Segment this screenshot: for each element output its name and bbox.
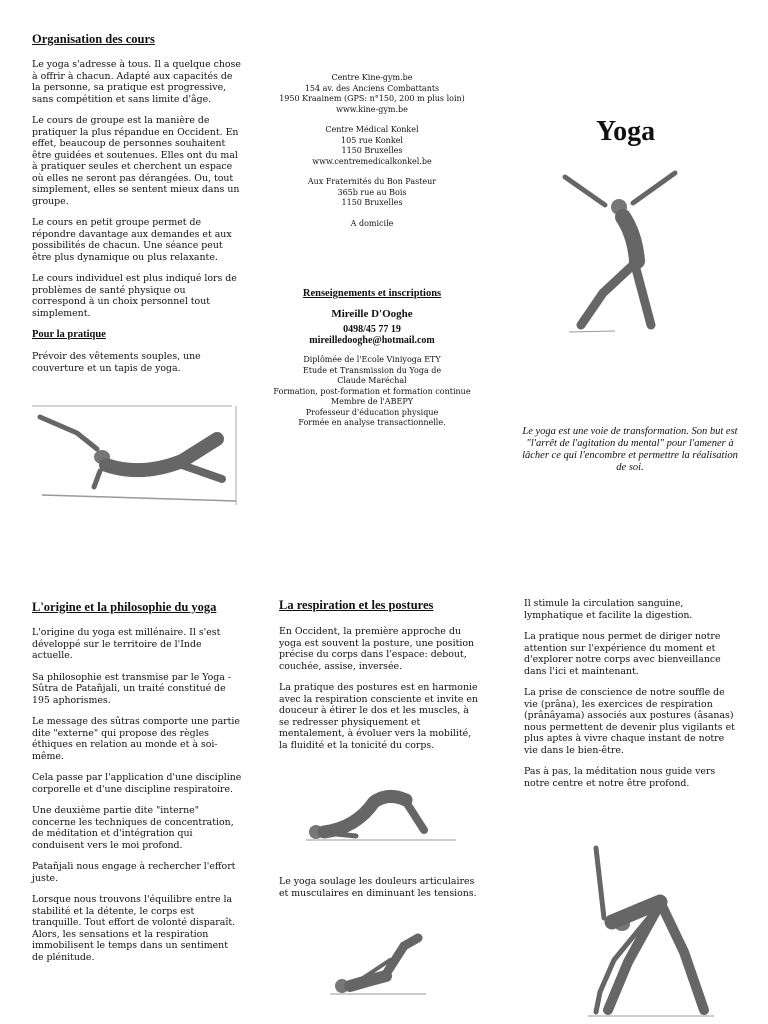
yoga-quote: Le yoga est une voie de transformation. Son but est "l'arrêt de l'agitation du mental" pour l'amener à lâcher ce qui l'encombre et permettre la réalisation de soi.: [522, 426, 738, 473]
breathing-panel: [279, 598, 479, 761]
location-line: 105 rue Konkel: [341, 135, 403, 145]
paragraph: Cela passe par l'application d'une discipline corporelle et d'une discipline respiratoire.: [32, 772, 242, 795]
paragraph: La pratique des postures est en harmonie avec la respiration consciente et invite en douceur à étirer le dos et les muscles, à se redresser physiquement et mentalement, à évoluer vers la mobilité, la fluidité et la tonicité du corps.: [279, 682, 478, 751]
contact-block: [272, 288, 472, 429]
location-line: Centre Médical Konkel: [325, 125, 419, 134]
locust-pose-illustration: [32, 405, 238, 505]
contact-email[interactable]: mireilledooghe@hotmail.com: [309, 335, 435, 346]
location-line: Centre Kine-gym.be: [331, 73, 413, 82]
section-title-organisation: Organisation des cours: [32, 32, 155, 46]
paragraph: Le cours individuel est plus indiqué lors de problèmes de santé physique ou correspond à un choix personnel tout simplement.: [32, 273, 237, 319]
location-link[interactable]: www.centremedicalkonkel.be: [312, 156, 432, 166]
location-line: 1950 Kraainem (GPS: n°150, 200 m plus loin): [279, 94, 465, 103]
credential-line: Formée en analyse transactionnelle.: [298, 418, 446, 427]
credential-line: Diplômée de l'Ecole Viniyoga ETY: [303, 355, 441, 364]
contact-phone[interactable]: 0498/45 77 19: [343, 324, 401, 335]
paragraph: Sa philosophie est transmise par le Yoga - Sûtra de Patañjali, un traité constitué de 195 aphorismes.: [32, 671, 232, 706]
yoga-quote-block: [520, 426, 740, 474]
location-line: 1150 Bruxelles: [341, 146, 403, 155]
paragraph: Le yoga soulage les douleurs articulaires et musculaires en diminuant les tensions.: [279, 876, 477, 899]
paragraph: Le yoga s'adresse à tous. Il a quelque chose à offrir à chacun. Adapté aux capacités de la personne, sa pratique est progressive, sans compétition et sans limite d'âge.: [32, 59, 241, 105]
bridge-pose-illustration: [306, 778, 466, 848]
relief-block: [279, 876, 479, 909]
section-title-pratique: Pour la pratique: [32, 329, 106, 340]
warrior-pose-illustration: [555, 165, 695, 340]
location-line: 154 av. des Anciens Combattants: [304, 83, 440, 93]
section-title-origine: L'origine et la philosophie du yoga: [32, 600, 217, 614]
credential-line: Claude Maréchal: [337, 376, 407, 385]
paragraph: La prise de conscience de notre souffle de vie (prâna), les exercices de respiration (prânâyama) associés aux postures (âsanas) nous permettent de devenir plus vigilants et plus aptes à vivre chaque instant de notre vie dans le bien-être.: [524, 687, 735, 756]
contact-name: Mireille D'Ooghe: [331, 308, 413, 320]
credential-line: Formation, post-formation et formation continue: [273, 386, 471, 396]
location-line: 365b rue au Bois: [337, 187, 407, 197]
paragraph: Lorsque nous trouvons l'équilibre entre la stabilité et la détente, le corps est tranquille. Tout effort de volonté disparaît. Alors, les sensations et la respiration immobilisent le temps dans un sentiment de plénitude.: [32, 894, 236, 963]
yoga-title: Yoga: [596, 116, 656, 147]
knees-to-chest-illustration: [330, 928, 430, 998]
paragraph: En Occident, la première approche du yoga est souvent la posture, une position précise du corps dans l'espace: debout, couchée, assise, inversée.: [279, 626, 475, 672]
paragraph: Le message des sûtras comporte une partie dite "externe" qui propose des règles éthiques en relation au monde et à soi-même.: [32, 716, 240, 762]
section-title-respiration: La respiration et les postures: [279, 598, 434, 612]
origin-panel: [32, 600, 242, 973]
credential-line: Membre de l'ABEPY: [330, 397, 414, 406]
credential-line: Professeur d'éducation physique: [305, 407, 439, 417]
benefits-panel: [524, 598, 739, 799]
left-panel: [32, 32, 242, 384]
triangle-pose-illustration: [548, 842, 718, 1020]
paragraph: Une deuxième partie dite "interne" concerne les techniques de concentration, de méditation et d'intégration qui conduisent vers le moi profond.: [32, 805, 234, 851]
paragraph: La pratique nous permet de diriger notre attention sur l'expérience du moment et d'explorer notre corps avec bienveillance dans l'ici et maintenant.: [524, 631, 721, 677]
location-line: Aux Fraternités du Bon Pasteur: [307, 177, 437, 186]
location-link[interactable]: www.kine-gym.be: [336, 104, 408, 114]
location-line: A domicile: [350, 218, 394, 228]
paragraph: Il stimule la circulation sanguine, lymphatique et facilite la digestion.: [524, 598, 693, 621]
paragraph: Patañjali nous engage à rechercher l'effort juste.: [32, 861, 236, 884]
paragraph: Pas à pas, la méditation nous guide vers notre centre et notre être profond.: [524, 766, 716, 789]
locations-block: [272, 73, 472, 229]
paragraph: Le cours de groupe est la manière de pratiquer la plus répandue en Occident. En effet, beaucoup de personnes souhaitent être guidées et soutenues. Elles ont du mal à pratiquer seules et cherchent un espace où elles ne seront pas dérangées. Ou, tout simplement, elles se sentent mieux dans un groupe.: [32, 115, 240, 207]
credential-line: Etude et Transmission du Yoga de: [302, 365, 442, 375]
paragraph: L'origine du yoga est millénaire. Il s'est développé sur le territoire de l'Inde actuelle.: [32, 627, 221, 661]
paragraph: Prévoir des vêtements souples, une couverture et un tapis de yoga.: [32, 351, 201, 374]
info-title: Renseignements et inscriptions: [302, 288, 442, 299]
location-line: 1150 Bruxelles: [341, 198, 403, 207]
paragraph: Le cours en petit groupe permet de répondre davantage aux demandes et aux possibilités de chacun. Une séance peut être plus dynamique ou plus relaxante.: [32, 217, 232, 263]
